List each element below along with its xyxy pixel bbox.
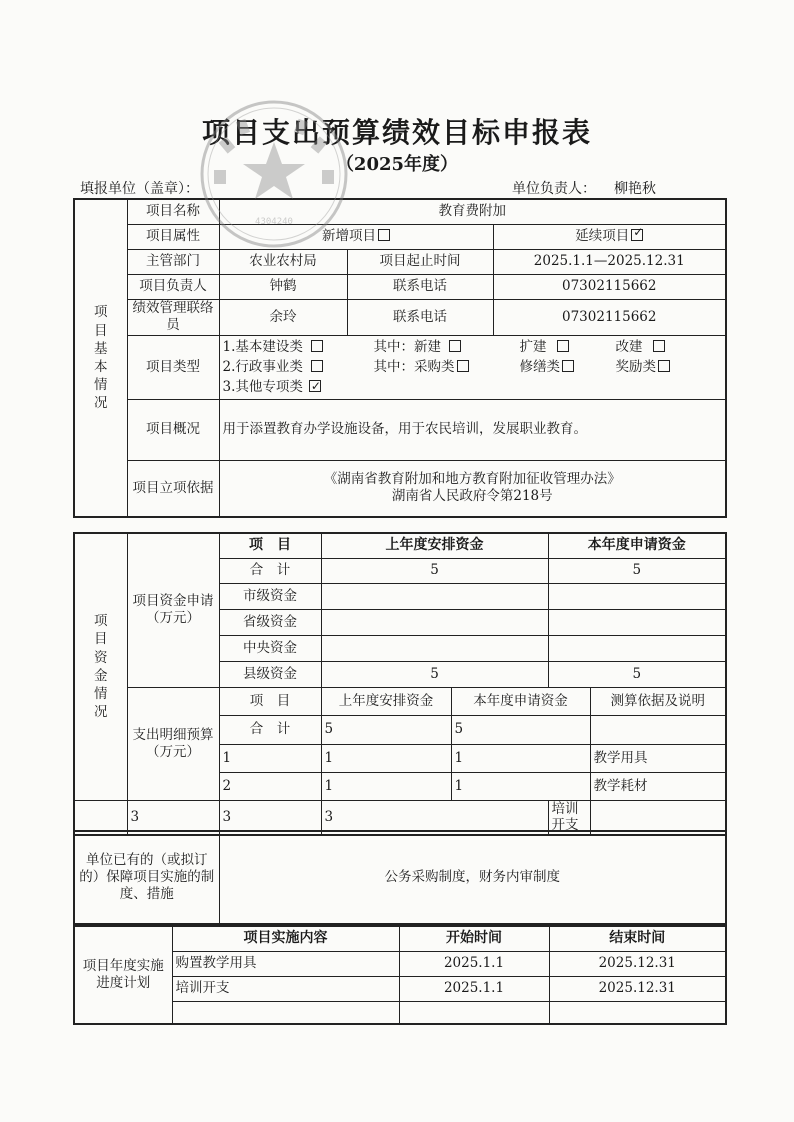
apply-row-this <box>548 583 726 609</box>
apply-row-this <box>548 635 726 661</box>
reward-label: 奖励类 <box>615 359 656 375</box>
form-title: 项目支出预算绩效目标申报表 <box>201 116 592 149</box>
leader-label: 项目负责人 <box>127 274 219 299</box>
schedule-label: 项目年度实施进度计划 <box>74 926 172 1024</box>
repair-label: 修缮类 <box>519 359 560 375</box>
type-label: 项目类型 <box>127 335 219 399</box>
schedule-row-end: 2025.12.31 <box>549 976 726 1001</box>
type-2-label: 2.行政事业类 <box>222 359 303 375</box>
detail-label: 支出明细预算（万元） <box>127 687 219 800</box>
dept-label: 主管部门 <box>127 249 219 274</box>
type-1-of-label: 其中：新建 <box>373 339 441 355</box>
detail-col-item: 项 目 <box>219 687 321 715</box>
detail-row-last: 1 <box>321 772 451 800</box>
project-name-label: 项目名称 <box>127 199 219 224</box>
apply-row-label: 县级资金 <box>219 661 321 687</box>
detail-col-basis: 测算依据及说明 <box>590 687 726 715</box>
funds-table <box>73 532 727 836</box>
basic-info-table <box>73 198 727 518</box>
seal-digits: 4304240 <box>255 217 293 227</box>
apply-label: 项目资金申请（万元） <box>127 533 219 687</box>
detail-row-last: 1 <box>321 744 451 772</box>
leader-phone-label: 联系电话 <box>347 274 493 299</box>
schedule-row-content: 培训开支 <box>172 976 399 1001</box>
apply-row-label: 中央资金 <box>219 635 321 661</box>
head-label: 单位负责人： <box>512 181 596 197</box>
period-label: 项目起止时间 <box>347 249 493 274</box>
attr-new-checkbox[interactable] <box>378 229 390 241</box>
apply-row-this: 5 <box>548 558 726 583</box>
detail-row-basis <box>590 715 726 744</box>
schedule-row-content: 购置教学用具 <box>172 951 399 976</box>
reward-checkbox[interactable] <box>658 360 670 372</box>
detail-row-basis: 培训开支 <box>548 800 590 835</box>
schedule-row-start <box>399 1001 549 1024</box>
apply-row-last <box>321 635 548 661</box>
attr-new-cell <box>219 224 493 249</box>
schedule-row-start: 2025.1.1 <box>399 951 549 976</box>
detail-row-this: 5 <box>451 715 590 744</box>
detail-row-item: 3 <box>127 800 219 835</box>
basis-label: 项目立项依据 <box>127 460 219 517</box>
type-3-checkbox[interactable] <box>309 380 321 392</box>
apply-row-last: 5 <box>321 558 548 583</box>
type-2-checkbox[interactable] <box>311 360 323 372</box>
leader-phone: 07302115662 <box>493 274 726 299</box>
schedule-col-start: 开始时间 <box>399 926 549 951</box>
rebuild-label: 改建 <box>615 339 643 355</box>
detail-row-this: 3 <box>321 800 548 835</box>
attr-continue-cell <box>493 224 726 249</box>
apply-row-last <box>321 609 548 635</box>
system-label: 单位已有的（或拟订的）保障项目实施的制度、措施 <box>74 831 219 924</box>
liaison-value: 余玲 <box>219 299 347 335</box>
overview-label: 项目概况 <box>127 399 219 460</box>
period-value: 2025.1.1—2025.12.31 <box>493 249 726 274</box>
system-value: 公务采购制度，财务内审制度 <box>219 831 726 924</box>
schedule-table <box>73 925 727 1025</box>
apply-row-label: 省级资金 <box>219 609 321 635</box>
apply-col-last: 上年度安排资金 <box>321 533 548 558</box>
leader-value: 钟鹤 <box>219 274 347 299</box>
detail-col-last: 上年度安排资金 <box>321 687 451 715</box>
new-build-checkbox[interactable] <box>449 340 461 352</box>
funds-section-label: 项 目 资 金 情 况 <box>74 533 127 800</box>
liaison-phone-label: 联系电话 <box>347 299 493 335</box>
detail-row-basis: 教学用具 <box>590 744 726 772</box>
apply-col-item: 项 目 <box>219 533 321 558</box>
apply-col-this: 本年度申请资金 <box>548 533 726 558</box>
apply-row-this <box>548 609 726 635</box>
form-subtitle: （2025年度） <box>335 154 459 175</box>
basic-section-label: 项 目 基 本 情 况 <box>74 199 127 517</box>
schedule-row-end: 2025.12.31 <box>549 951 726 976</box>
basis-line-1: 《湖南省教育附加和地方教育附加征收管理办法》 <box>323 471 621 488</box>
apply-row-last: 5 <box>321 661 548 687</box>
overview-value: 用于添置教育办学设施设备，用于农民培训，发展职业教育。 <box>219 399 726 460</box>
liaison-phone: 07302115662 <box>493 299 726 335</box>
attr-continue-checkbox[interactable] <box>631 229 643 241</box>
expand-checkbox[interactable] <box>557 340 569 352</box>
type-3-label: 3.其他专项类 <box>222 379 303 395</box>
schedule-col-content: 项目实施内容 <box>172 926 399 951</box>
detail-row-this: 1 <box>451 744 590 772</box>
basis-line-2: 湖南省人民政府令第218号 <box>391 488 553 505</box>
type-1-checkbox[interactable] <box>311 340 323 352</box>
type-options <box>219 335 726 399</box>
project-name-value: 教育费附加 <box>219 199 726 224</box>
attr-new-label: 新增项目 <box>322 228 376 245</box>
basis-value <box>219 460 726 517</box>
detail-row-basis: 教学耗材 <box>590 772 726 800</box>
type-1-label: 1.基本建设类 <box>222 339 303 355</box>
unit-label: 填报单位（盖章）： <box>80 181 199 197</box>
type-2-of-label: 其中：采购类 <box>373 359 455 375</box>
detail-row-last: 3 <box>219 800 321 835</box>
purchase-checkbox[interactable] <box>457 360 469 372</box>
schedule-row-content <box>172 1001 399 1024</box>
detail-row-last: 5 <box>321 715 451 744</box>
attr-continue-label: 延续项目 <box>575 228 630 245</box>
detail-row-item: 2 <box>219 772 321 800</box>
detail-col-this: 本年度申请资金 <box>451 687 590 715</box>
detail-row-item: 合 计 <box>219 715 321 744</box>
schedule-col-end: 结束时间 <box>549 926 726 951</box>
system-table <box>73 830 727 925</box>
liaison-label: 绩效管理联络员 <box>127 299 219 335</box>
apply-row-this: 5 <box>548 661 726 687</box>
repair-checkbox[interactable] <box>562 360 574 372</box>
expand-label: 扩建 <box>519 339 547 355</box>
detail-row-item: 1 <box>219 744 321 772</box>
head-name: 柳艳秋 <box>614 181 656 197</box>
schedule-row-end <box>549 1001 726 1024</box>
detail-row-this: 1 <box>451 772 590 800</box>
apply-row-label: 合 计 <box>219 558 321 583</box>
apply-row-last <box>321 583 548 609</box>
dept-value: 农业农村局 <box>219 249 347 274</box>
project-attr-label: 项目属性 <box>127 224 219 249</box>
apply-row-label: 市级资金 <box>219 583 321 609</box>
rebuild-checkbox[interactable] <box>653 340 665 352</box>
schedule-row-start: 2025.1.1 <box>399 976 549 1001</box>
